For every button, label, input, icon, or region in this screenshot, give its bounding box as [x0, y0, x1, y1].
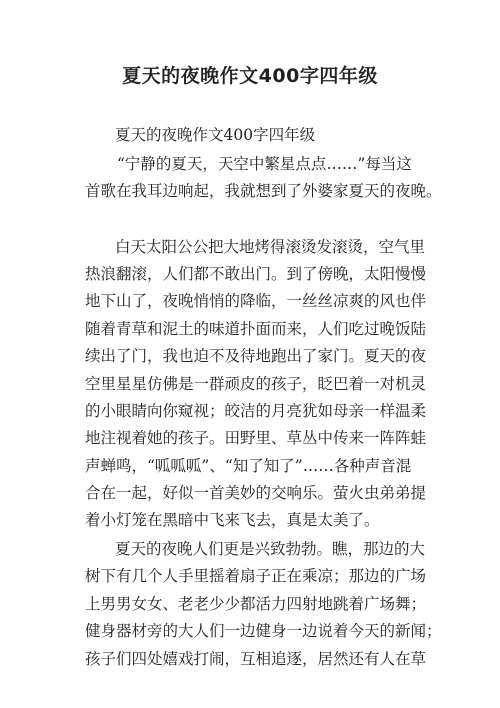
text-line: 续出了门，我也迫不及待地跑出了家门。夏天的夜	[85, 347, 427, 365]
text-line: 着小灯笼在黑暗中飞来飞去，真是太美了。	[85, 511, 380, 529]
subtitle-line: 夏天的夜晚作文400字四年级	[115, 126, 316, 144]
text-line: 地注视着她的孩子。田野里、草丛中传来一阵阵蛙	[85, 429, 427, 447]
text-line: 夏天的夜晚人们更是兴致勃勃。瞧，那边的大	[115, 540, 426, 558]
text-line: 合在一起，好似一首美妙的交响乐。萤火虫弟弟提	[85, 484, 427, 502]
text-line: 空里星星仿佛是一群顽皮的孩子，眨巴着一对机灵	[85, 375, 427, 393]
text-line: 声蝉鸣，“呱呱呱”、“知了知了”……各种声音混	[85, 457, 412, 475]
text-line: 地下山了，夜晚悄悄的降临，一丝丝凉爽的风也伴	[85, 292, 427, 310]
text-line: 的小眼睛向你窥视；皎洁的月亮犹如母亲一样温柔	[85, 402, 427, 420]
text-line: “宁静的夏天，天空中繁星点点……”每当这	[117, 155, 412, 173]
text-line: 上男男女女、老老少少都活力四射地跳着广场舞；	[85, 595, 427, 613]
text-line: 首歌在我耳边响起，我就想到了外婆家夏天的夜晚。	[85, 182, 442, 200]
text-line: 白天太阳公公把大地烤得滚烫发滚烫，空气里	[115, 238, 426, 256]
text-line: 健身器材旁的大人们一边健身一边说着今天的新闻；	[85, 622, 442, 640]
text-line: 热浪翻滚，人们都不敢出门。到了傍晚，太阳慢慢	[85, 265, 427, 283]
text-line: 随着青草和泥土的味道扑面而来，人们吃过晚饭陆	[85, 320, 427, 338]
text-line: 孩子们四处嬉戏打闹，互相追逐，居然还有人在草	[85, 650, 427, 668]
text-line: 树下有几个人手里摇着扇子正在乘凉；那边的广场	[85, 567, 427, 585]
document-title: 夏天的夜晚作文400字四年级	[122, 65, 378, 87]
